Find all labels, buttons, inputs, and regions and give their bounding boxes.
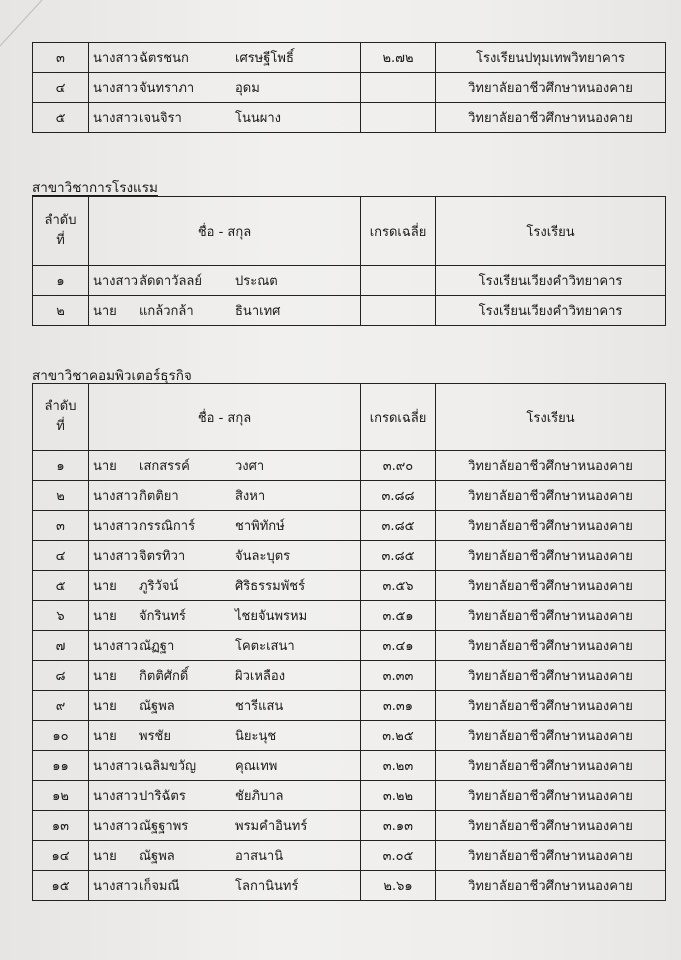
cell-gpa: ๓.๕๑ xyxy=(361,601,436,631)
header-no xyxy=(33,197,89,266)
cell-school: วิทยาลัยอาชีวศึกษาหนองคาย xyxy=(436,691,666,721)
table-row xyxy=(33,296,666,326)
cell-school: วิทยาลัยอาชีวศึกษาหนองคาย xyxy=(436,511,666,541)
name-last: โนนผาง xyxy=(235,111,282,126)
cell-school: วิทยาลัยอาชีวศึกษาหนองคาย xyxy=(436,751,666,781)
table-row xyxy=(33,266,666,296)
name-last: เศรษฐีโพธิ์ xyxy=(235,51,294,66)
cell-no: ๑๕ xyxy=(33,871,89,901)
cell-no: ๑๒ xyxy=(33,781,89,811)
table-row xyxy=(33,73,666,103)
name-first: ณัฏฐา xyxy=(139,639,175,654)
cell-no: ๙ xyxy=(33,691,89,721)
name-title: นาย xyxy=(93,669,117,684)
cell-no: ๕ xyxy=(33,103,89,133)
name-first: ลัดดาวัลลย์ xyxy=(139,274,203,289)
table-row xyxy=(33,661,666,691)
name-last: ไชยจันพรหม xyxy=(235,609,308,624)
name-last: ธินาเทศ xyxy=(235,304,281,319)
name-last: วงศา xyxy=(235,459,265,474)
name-title: นาย xyxy=(93,849,117,864)
table-continued xyxy=(32,42,666,133)
cell-no: ๔ xyxy=(33,541,89,571)
cell-no: ๘ xyxy=(33,661,89,691)
name-title: นาย xyxy=(93,609,117,624)
cell-gpa xyxy=(361,296,436,326)
cell-school: โรงเรียนเวียงคำวิทยาคาร xyxy=(436,296,666,326)
cell-name xyxy=(89,266,361,296)
cell-gpa xyxy=(361,73,436,103)
name-title: นางสาว xyxy=(93,489,139,504)
name-last: นิยะนุช xyxy=(235,729,277,744)
cell-name xyxy=(89,511,361,541)
header-gpa: เกรดเฉลี่ย xyxy=(361,197,436,266)
cell-school: วิทยาลัยอาชีวศึกษาหนองคาย xyxy=(436,451,666,481)
name-last: โลกานินทร์ xyxy=(235,879,299,894)
name-title: นางสาว xyxy=(93,81,139,96)
table-header-row xyxy=(33,197,666,266)
table-row xyxy=(33,481,666,511)
cell-name xyxy=(89,751,361,781)
cell-school: วิทยาลัยอาชีวศึกษาหนองคาย xyxy=(436,811,666,841)
name-first: ณัฐพล xyxy=(139,699,175,714)
table-hotel xyxy=(32,196,666,326)
table-row xyxy=(33,631,666,661)
name-last: ชาพิทักษ์ xyxy=(235,519,285,534)
section-title-hotel: สาขาวิชาการโรงแรม xyxy=(32,180,158,196)
table-row xyxy=(33,841,666,871)
cell-name xyxy=(89,841,361,871)
cell-no: ๑๐ xyxy=(33,721,89,751)
name-last: ผิวเหลือง xyxy=(235,669,286,684)
cell-no: ๑๑ xyxy=(33,751,89,781)
name-last: ประณต xyxy=(235,274,278,289)
name-title: นางสาว xyxy=(93,274,139,289)
table-row xyxy=(33,691,666,721)
cell-name xyxy=(89,631,361,661)
cell-gpa: ๓.๕๖ xyxy=(361,571,436,601)
name-first: ณัฐฐาพร xyxy=(139,819,189,834)
table-body xyxy=(33,43,666,133)
name-last: สิงหา xyxy=(235,489,266,504)
name-title: นาย xyxy=(93,729,117,744)
cell-gpa: ๓.๔๑ xyxy=(361,631,436,661)
cell-name xyxy=(89,43,361,73)
name-last: อาสนานิ xyxy=(235,849,284,864)
cell-gpa: ๒.๗๒ xyxy=(361,43,436,73)
name-first: กิตติศักดิ์ xyxy=(139,669,189,684)
cell-gpa: ๓.๑๓ xyxy=(361,811,436,841)
cell-no: ๑๔ xyxy=(33,841,89,871)
cell-name xyxy=(89,541,361,571)
name-title: นางสาว xyxy=(93,51,139,66)
cell-name xyxy=(89,73,361,103)
header-school: โรงเรียน xyxy=(436,197,666,266)
name-first: พรชัย xyxy=(139,729,171,744)
cell-name xyxy=(89,781,361,811)
table-row xyxy=(33,871,666,901)
cell-no: ๓ xyxy=(33,511,89,541)
name-title: นาย xyxy=(93,459,117,474)
cell-school: วิทยาลัยอาชีวศึกษาหนองคาย xyxy=(436,73,666,103)
table-row xyxy=(33,601,666,631)
name-first: ปาริฉัตร xyxy=(139,789,186,804)
cell-school: วิทยาลัยอาชีวศึกษาหนองคาย xyxy=(436,103,666,133)
name-first: กิตติยา xyxy=(139,489,179,504)
cell-school: วิทยาลัยอาชีวศึกษาหนองคาย xyxy=(436,601,666,631)
cell-name xyxy=(89,296,361,326)
cell-school: วิทยาลัยอาชีวศึกษาหนองคาย xyxy=(436,571,666,601)
name-title: นางสาว xyxy=(93,789,139,804)
cell-gpa: ๓.๒๕ xyxy=(361,721,436,751)
cell-gpa xyxy=(361,103,436,133)
cell-school: วิทยาลัยอาชีวศึกษาหนองคาย xyxy=(436,481,666,511)
cell-no: ๑ xyxy=(33,266,89,296)
header-no-line2: ที่ xyxy=(56,233,65,248)
cell-gpa: ๓.๒๓ xyxy=(361,751,436,781)
name-first: แกล้วกล้า xyxy=(139,304,194,319)
table-row xyxy=(33,511,666,541)
cell-name xyxy=(89,871,361,901)
cell-name xyxy=(89,571,361,601)
cell-school: วิทยาลัยอาชีวศึกษาหนองคาย xyxy=(436,841,666,871)
table-business-computer xyxy=(32,383,666,901)
cell-school: วิทยาลัยอาชีวศึกษาหนองคาย xyxy=(436,721,666,751)
name-title: นางสาว xyxy=(93,759,139,774)
cell-no: ๒ xyxy=(33,296,89,326)
name-first: เจนจิรา xyxy=(139,111,182,126)
name-title: นางสาว xyxy=(93,639,139,654)
name-last: โคตะเสนา xyxy=(235,639,295,654)
name-first: กรรณิการ์ xyxy=(139,519,196,534)
table-row xyxy=(33,103,666,133)
name-title: นางสาว xyxy=(93,819,139,834)
cell-gpa: ๓.๘๕ xyxy=(361,511,436,541)
table-row xyxy=(33,781,666,811)
name-first: เสกสรรค์ xyxy=(139,459,190,474)
name-last: อุดม xyxy=(235,81,260,96)
header-school: โรงเรียน xyxy=(436,384,666,451)
cell-no: ๓ xyxy=(33,43,89,73)
name-last: ชารีแสน xyxy=(235,699,284,714)
name-first: จิตรทิวา xyxy=(139,549,186,564)
table-row xyxy=(33,451,666,481)
name-title: นางสาว xyxy=(93,519,139,534)
cell-school: โรงเรียนเวียงคำวิทยาคาร xyxy=(436,266,666,296)
name-first: จักรินทร์ xyxy=(139,609,186,624)
cell-no: ๖ xyxy=(33,601,89,631)
name-first: เฉลิมขวัญ xyxy=(139,759,197,774)
table-row xyxy=(33,721,666,751)
cell-school: วิทยาลัยอาชีวศึกษาหนองคาย xyxy=(436,661,666,691)
cell-name xyxy=(89,481,361,511)
cell-school: วิทยาลัยอาชีวศึกษาหนองคาย xyxy=(436,781,666,811)
cell-name xyxy=(89,451,361,481)
section-title-business-computer: สาขาวิชาคอมพิวเตอร์ธุรกิจ xyxy=(32,368,192,384)
name-title: นาย xyxy=(93,699,117,714)
name-last: จันละบุตร xyxy=(235,549,291,564)
name-last: คุณเทพ xyxy=(235,759,278,774)
cell-gpa: ๓.๘๕ xyxy=(361,541,436,571)
cell-gpa: ๓.๙๐ xyxy=(361,451,436,481)
name-title: นางสาว xyxy=(93,879,139,894)
header-no-line1: ลำดับ xyxy=(44,399,77,414)
table-row xyxy=(33,541,666,571)
cell-name xyxy=(89,661,361,691)
header-no-line1: ลำดับ xyxy=(44,213,77,228)
name-first: ฉัตรชนก xyxy=(139,51,189,66)
cell-school: วิทยาลัยอาชีวศึกษาหนองคาย xyxy=(436,871,666,901)
name-title: นางสาว xyxy=(93,111,139,126)
cell-gpa: ๒.๖๑ xyxy=(361,871,436,901)
table-row xyxy=(33,43,666,73)
cell-name xyxy=(89,691,361,721)
name-first: ณัฐพล xyxy=(139,849,175,864)
table-header-row xyxy=(33,384,666,451)
header-no-line2: ที่ xyxy=(56,419,65,434)
header-gpa: เกรดเฉลี่ย xyxy=(361,384,436,451)
cell-gpa: ๓.๘๘ xyxy=(361,481,436,511)
name-first: ภูริวัจน์ xyxy=(139,579,179,594)
table-row xyxy=(33,751,666,781)
name-title: นาย xyxy=(93,579,117,594)
table-row xyxy=(33,571,666,601)
name-last: ศิริธรรมพัชร์ xyxy=(235,579,306,594)
cell-name xyxy=(89,103,361,133)
cell-name xyxy=(89,601,361,631)
cell-no: ๑๓ xyxy=(33,811,89,841)
cell-gpa: ๓.๓๓ xyxy=(361,661,436,691)
name-last: พรมคำอินทร์ xyxy=(235,819,308,834)
header-name: ชื่อ - สกุล xyxy=(89,384,361,451)
cell-no: ๗ xyxy=(33,631,89,661)
table-row xyxy=(33,811,666,841)
cell-school: วิทยาลัยอาชีวศึกษาหนองคาย xyxy=(436,541,666,571)
cell-name xyxy=(89,721,361,751)
cell-gpa xyxy=(361,266,436,296)
name-first: จันทราภา xyxy=(139,81,195,96)
header-no xyxy=(33,384,89,451)
cell-no: ๒ xyxy=(33,481,89,511)
cell-no: ๑ xyxy=(33,451,89,481)
name-title: นางสาว xyxy=(93,549,139,564)
name-last: ชัยภิบาล xyxy=(235,789,284,804)
cell-gpa: ๓.๓๑ xyxy=(361,691,436,721)
cell-school: วิทยาลัยอาชีวศึกษาหนองคาย xyxy=(436,631,666,661)
cell-no: ๕ xyxy=(33,571,89,601)
cell-name xyxy=(89,811,361,841)
cell-school: โรงเรียนปทุมเทพวิทยาคาร xyxy=(436,43,666,73)
cell-gpa: ๓.๐๕ xyxy=(361,841,436,871)
name-first: เก็จมณี xyxy=(139,879,180,894)
name-title: นาย xyxy=(93,304,117,319)
cell-gpa: ๓.๒๒ xyxy=(361,781,436,811)
cell-no: ๔ xyxy=(33,73,89,103)
header-name: ชื่อ - สกุล xyxy=(89,197,361,266)
